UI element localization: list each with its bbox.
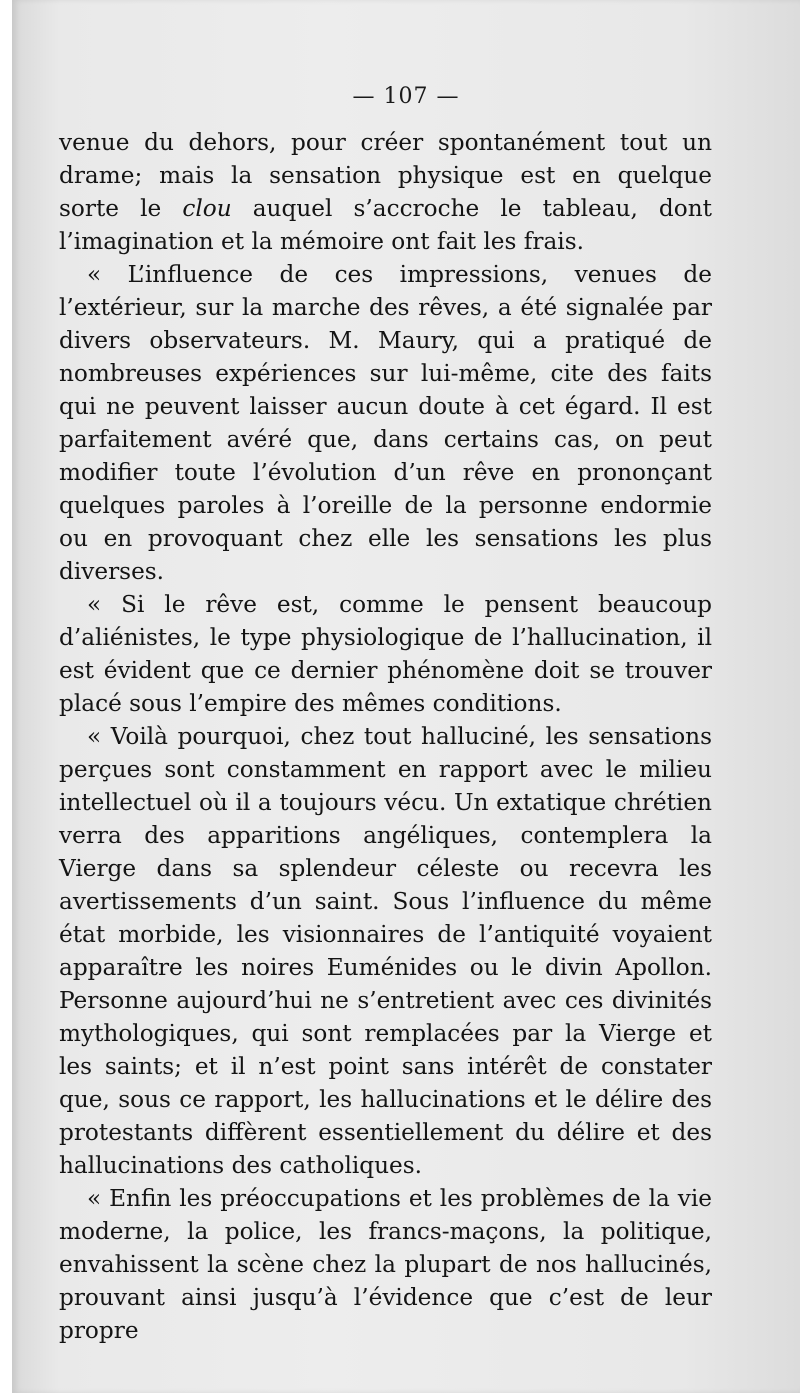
body-text [59, 126, 712, 1347]
paragraph-text-after: auquel s’accroche le tableau, dont l’imagination et la mémoire ont fait les frais. [59, 195, 712, 255]
paragraph: « Si le rêve est, comme le pensent beaucoup d’aliénistes, le type physiologique de l’hallucination, il est évident que ce dernier phénomène doit se trouver placé sous l’empire des mêmes conditions. [59, 591, 712, 717]
book-page [12, 0, 800, 1393]
paragraph: « Enfin les préoccupations et les problèmes de la vie moderne, la police, les francs-maçons, la politique, envahissent la scène chez la plupart de nos hallucinés, prouvant ainsi jusqu’à l’évidence que c’est de leur propre [59, 1185, 712, 1344]
paragraph: « L’influence de ces impressions, venues de l’extérieur, sur la marche des rêves, a été signalée par divers observateurs. M. Maury, qui a pratiqué de nombreuses expériences sur lui-même, cite des faits qui ne peuvent laisser aucun doute à cet égard. Il est parfaitement avéré que, dans certains cas, on peut modifier toute l’évolution d’un rêve en prononçant quelques paroles à l’oreille de la personne endormie ou en provoquant chez elle les sensations les plus diverses. [59, 261, 712, 585]
paragraph-text-before: venue du dehors, pour créer spontanément tout un drame; mais la sensation physique est en quelque sorte le [59, 129, 712, 222]
paragraph: « Voilà pourquoi, chez tout halluciné, les sensations perçues sont constamment en rapport avec le milieu intellectuel où il a toujours vécu. Un extatique chrétien verra des apparitions angéliques, contemplera la Vierge dans sa splendeur céleste ou recevra les avertissements d’un saint. Sous l’influence du même état morbide, les visionnaires de l’antiquité voyaient apparaître les noires Euménides ou le divin Apollon. Personne aujourd’hui ne s’entretient avec ces divinités mythologiques, qui sont remplacées par la Vierge et les saints; et il n’est point sans intérêt de constater que, sous ce rapport, les hallucinations et le délire des protestants diffèrent essentiellement du délire et des hallucinations des catholiques. [59, 723, 712, 1179]
emphasized-word: clou [182, 195, 232, 222]
page-number: — 107 — [352, 84, 460, 109]
paragraph-continuation [59, 126, 712, 258]
